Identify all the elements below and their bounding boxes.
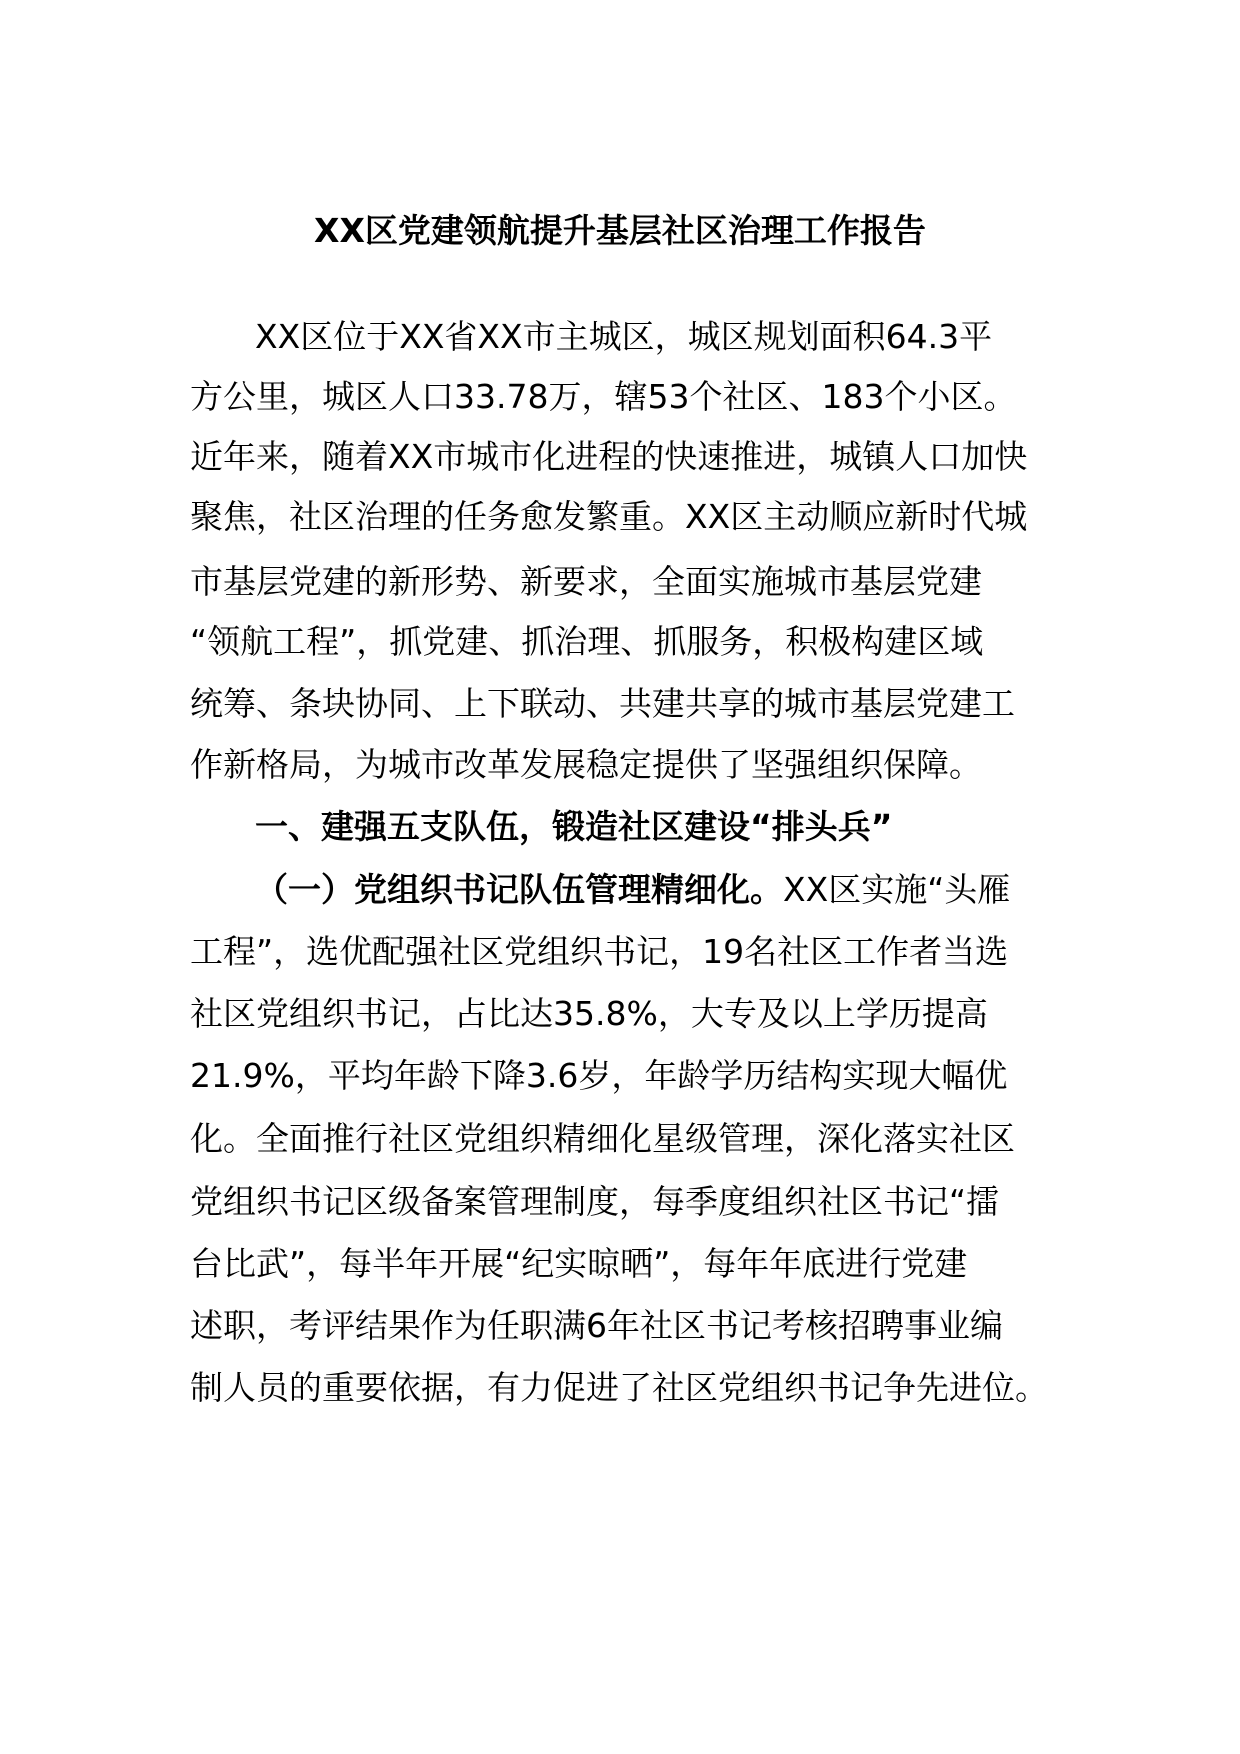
paragraph-line: 化。全面推行社区党组织精细化星级管理，深化落实社区: [190, 1119, 1015, 1158]
paragraph-line: 统筹、条块协同、上下联动、共建共享的城市基层党建工: [190, 684, 1015, 723]
paragraph-line: 方公里，城区人口33.78万，辖53个社区、183个小区。: [190, 377, 1017, 416]
paragraph-line: 市基层党建的新形势、新要求，全面实施城市基层党建: [190, 562, 982, 601]
document-title: XX区党建领航提升基层社区治理工作报告: [314, 211, 926, 250]
paragraph-line: “领航工程”，抓党建、抓治理、抓服务，积极构建区域: [190, 622, 984, 661]
paragraph-line: 社区党组织书记，占比达35.8%，大专及以上学历提高: [190, 994, 988, 1033]
paragraph-line: 台比武”，每半年开展“纪实晾晒”，每年年底进行党建: [190, 1244, 968, 1283]
paragraph-line: 作新格局，为城市改革发展稳定提供了坚强组织保障。: [190, 745, 982, 784]
paragraph-line-with-subheading: [255, 863, 1010, 917]
paragraph-line: 述职，考评结果作为任职满6年社区书记考核招聘事业编: [190, 1306, 1003, 1345]
paragraph-line: 制人员的重要依据，有力促进了社区党组织书记争先进位。: [190, 1368, 1048, 1407]
paragraph-line: 近年来，随着XX市城市化进程的快速推进，城镇人口加快: [190, 437, 1028, 476]
subheading: （一）党组织书记队伍管理精细化。: [255, 870, 783, 909]
paragraph-line: XX区位于XX省XX市主城区，城区规划面积64.3平: [255, 317, 993, 356]
paragraph-line: 21.9%，平均年龄下降3.6岁，年龄学历结构实现大幅优: [190, 1056, 1008, 1095]
paragraph-line: 党组织书记区级备案管理制度，每季度组织社区书记“擂: [190, 1182, 1000, 1221]
paragraph-line: 聚焦，社区治理的任务愈发繁重。XX区主动顺应新时代城: [190, 497, 1028, 536]
section-heading: 一、建强五支队伍，锻造社区建设“排头兵”: [255, 807, 893, 846]
paragraph-line: 工程”，选优配强社区党组织书记，19名社区工作者当选: [190, 932, 1009, 971]
paragraph-text: XX区实施“头雁: [783, 870, 1011, 909]
